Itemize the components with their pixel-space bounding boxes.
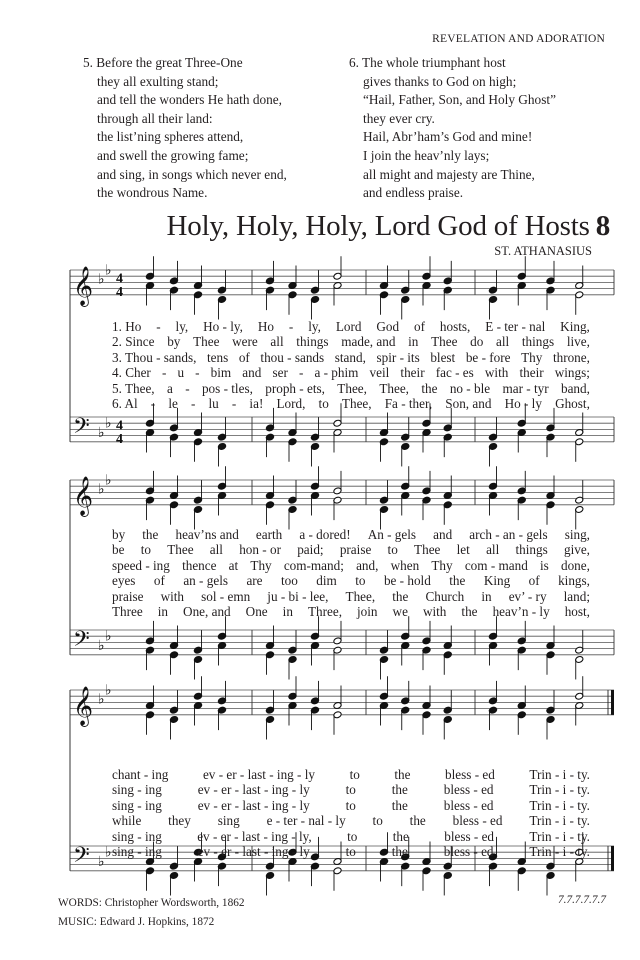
lyric-syllable: a - dored! bbox=[299, 527, 351, 542]
lyric-syllable: things bbox=[296, 334, 329, 350]
lyric-syllable: to bbox=[345, 797, 356, 813]
svg-text:♭: ♭ bbox=[98, 853, 105, 870]
lyric-syllable: - bbox=[190, 396, 196, 412]
svg-text:♭: ♭ bbox=[98, 271, 105, 288]
lyric-syllable: 4. Cher bbox=[112, 365, 151, 381]
lyric-syllable: Thee bbox=[414, 542, 441, 558]
credits bbox=[58, 894, 245, 932]
lyric-syllable: com-mand; bbox=[283, 557, 344, 573]
lyric-syllable: to bbox=[349, 767, 360, 782]
lyric-syllable: by bbox=[112, 527, 126, 542]
music-credit: MUSIC: Edward J. Hopkins, 1872 bbox=[58, 916, 215, 928]
lyric-syllable: were bbox=[232, 334, 258, 350]
lyric-syllable: - bbox=[298, 365, 304, 381]
lyric-syllable: bim bbox=[210, 365, 232, 381]
lyric-syllable: Trin - i - ty. bbox=[529, 797, 590, 813]
svg-text:𝄞: 𝄞 bbox=[73, 475, 94, 516]
lyric-syllable: the bbox=[391, 797, 408, 813]
lyric-syllable: bless - ed bbox=[452, 813, 503, 829]
stanza-line: gives thanks to God on high; bbox=[363, 73, 517, 89]
lyric-line bbox=[112, 527, 590, 542]
lyric-syllable: le bbox=[168, 396, 178, 412]
lyric-syllable: bless - ed bbox=[443, 797, 494, 813]
lyric-syllable: earth bbox=[255, 527, 283, 542]
lyric-syllable: proph - ets, bbox=[265, 380, 325, 396]
svg-text:♭: ♭ bbox=[105, 262, 112, 279]
lyric-syllable: 2. Since bbox=[112, 334, 155, 350]
lyric-line bbox=[112, 829, 590, 844]
lyric-syllable: Thee, bbox=[379, 380, 409, 396]
lyric-syllable: give, bbox=[563, 542, 590, 558]
lyric-syllable: throne, bbox=[552, 349, 590, 365]
lyric-syllable: E - ter - nal bbox=[485, 319, 546, 334]
lyric-syllable: ia! bbox=[249, 396, 264, 412]
lyric-syllable: - bbox=[185, 380, 190, 396]
lyric-line bbox=[112, 396, 590, 411]
lyric-syllable: hosts, bbox=[439, 319, 471, 334]
lyric-syllable: in bbox=[157, 604, 169, 620]
lyric-syllable: mar - tyr bbox=[502, 380, 549, 396]
lyric-syllable: and, bbox=[356, 557, 379, 573]
stanza-line: 5. Before the great Three-One bbox=[83, 55, 243, 70]
lyric-syllable: the bbox=[392, 588, 409, 604]
lyric-syllable: u bbox=[177, 365, 185, 381]
lyric-syllable: fac - es bbox=[435, 365, 474, 381]
lyric-syllable: band, bbox=[560, 380, 590, 396]
lyric-syllable: Three bbox=[112, 604, 143, 620]
stanza-line: and endless praise. bbox=[363, 185, 464, 201]
lyric-syllable: to bbox=[355, 573, 366, 589]
lyric-syllable: bless - ed bbox=[443, 844, 494, 860]
lyric-syllable: pos - tles, bbox=[201, 380, 253, 396]
svg-text:♭: ♭ bbox=[98, 637, 105, 654]
stanza-line: the list’ning spheres attend, bbox=[97, 129, 244, 145]
lyric-syllable: thence bbox=[182, 557, 217, 573]
svg-text:♭: ♭ bbox=[98, 691, 105, 708]
meter: 7.7.7.7.7.7 bbox=[557, 894, 606, 906]
lyric-syllable: is bbox=[540, 557, 549, 573]
lyric-syllable: thou - sands bbox=[260, 349, 325, 365]
lyric-syllable: wings; bbox=[554, 365, 590, 381]
lyric-syllable: - bbox=[150, 396, 156, 412]
lyric-syllable: Ghost, bbox=[555, 396, 590, 412]
lyric-line bbox=[112, 350, 590, 365]
lyric-syllable: the bbox=[392, 828, 409, 844]
lyric-syllable: bless - ed bbox=[443, 782, 494, 798]
lyric-syllable: ly, bbox=[175, 319, 189, 334]
lyric-syllable: we bbox=[392, 604, 408, 620]
lyric-syllable: of bbox=[238, 349, 250, 365]
lyric-syllable: sing, bbox=[564, 527, 590, 542]
lyric-syllable: the bbox=[409, 813, 426, 829]
svg-text:♭: ♭ bbox=[98, 424, 105, 441]
lyric-syllable: ev - er - last - ing - ly bbox=[202, 767, 316, 782]
lyric-line bbox=[112, 844, 590, 859]
lyrics-system-3 bbox=[112, 767, 590, 859]
lyric-syllable: paid; bbox=[297, 542, 324, 558]
lyric-syllable: let bbox=[456, 542, 470, 558]
lyric-syllable: Trin - i - ty. bbox=[529, 828, 590, 844]
stanza-line: through all their land: bbox=[97, 110, 213, 126]
lyric-syllable: be - hold bbox=[383, 573, 431, 589]
svg-text:♭: ♭ bbox=[98, 481, 105, 498]
lyric-line bbox=[112, 334, 590, 349]
lyric-line bbox=[112, 542, 590, 557]
stanza-line: they ever cry. bbox=[363, 110, 435, 126]
lyric-syllable: Ho - ly, bbox=[203, 319, 243, 334]
lyric-syllable: e - ter - nal - ly bbox=[266, 813, 346, 829]
lyric-syllable: sing - ing bbox=[112, 782, 162, 798]
lyric-syllable: all bbox=[270, 334, 284, 350]
lyric-syllable: things bbox=[521, 334, 555, 350]
lyric-syllable: in bbox=[408, 334, 419, 350]
lyric-syllable: join bbox=[357, 604, 378, 620]
lyric-syllable: ser bbox=[272, 365, 288, 381]
lyric-syllable: 6. Al bbox=[112, 396, 138, 412]
lyric-syllable: Son, and bbox=[445, 396, 492, 412]
lyric-syllable: sing - ing bbox=[112, 828, 162, 844]
lyric-syllable: be - fore bbox=[465, 349, 511, 365]
lyric-syllable: sing - ing bbox=[112, 844, 162, 860]
lyric-syllable: while bbox=[112, 813, 142, 829]
lyric-syllable: Thee bbox=[167, 542, 194, 558]
stanza-line: I join the heav’nly lays; bbox=[363, 147, 490, 163]
lyric-syllable: speed - ing bbox=[112, 557, 170, 573]
svg-text:𝄞: 𝄞 bbox=[73, 265, 94, 306]
lyric-syllable: bless - ed bbox=[444, 828, 495, 844]
lyric-syllable: King, bbox=[560, 319, 590, 334]
svg-text:𝄢: 𝄢 bbox=[73, 842, 90, 873]
lyric-syllable: of bbox=[528, 573, 540, 589]
hymn-title-text: Holy, Holy, Holy, Lord God of Hosts bbox=[166, 210, 590, 242]
lyric-syllable: tens bbox=[206, 349, 229, 365]
lyric-syllable: too bbox=[280, 573, 298, 589]
lyric-syllable: - bbox=[288, 319, 294, 334]
lyric-syllable: - bbox=[156, 319, 161, 334]
lyric-line bbox=[112, 589, 590, 604]
lyric-syllable: stand, bbox=[334, 349, 366, 365]
lyric-syllable: all bbox=[486, 542, 500, 558]
lyrics-system-2 bbox=[112, 527, 590, 619]
lyric-syllable: praise bbox=[112, 588, 144, 604]
lyric-syllable: ev’ - ry bbox=[508, 588, 547, 604]
lyric-syllable: live, bbox=[566, 334, 590, 350]
stanza-line: Hail, Abr’ham’s God and mine! bbox=[363, 129, 533, 145]
lyric-syllable: with bbox=[422, 604, 447, 620]
lyric-syllable: when bbox=[390, 557, 420, 573]
lyric-syllable: the bbox=[391, 782, 408, 798]
stanza-line: they all exulting stand; bbox=[97, 73, 219, 89]
svg-text:♭: ♭ bbox=[105, 472, 112, 489]
lyric-syllable: heav’ns and bbox=[175, 527, 239, 542]
lyric-syllable: One bbox=[245, 604, 268, 620]
svg-text:4: 4 bbox=[116, 284, 123, 300]
lyric-syllable: a - phim bbox=[314, 365, 359, 381]
lyric-syllable: things bbox=[515, 542, 548, 558]
lyric-syllable: Thee bbox=[431, 334, 458, 350]
lyric-line bbox=[112, 381, 590, 396]
lyric-syllable: Fa - ther, bbox=[384, 396, 433, 412]
lyric-syllable: eyes bbox=[112, 573, 136, 589]
lyric-line bbox=[112, 767, 590, 782]
lyric-syllable: made, and bbox=[341, 334, 396, 350]
lyric-syllable: heav’n - ly bbox=[492, 604, 550, 620]
lyric-syllable: Thy bbox=[521, 349, 543, 365]
lyric-syllable: ev - er - last - ing - ly, bbox=[197, 828, 312, 844]
lyric-syllable: in bbox=[282, 604, 293, 620]
svg-text:♭: ♭ bbox=[105, 415, 112, 432]
lyric-syllable: done, bbox=[560, 557, 590, 573]
lyric-syllable: to bbox=[345, 782, 356, 798]
lyric-syllable: to bbox=[387, 542, 398, 558]
lyric-syllable: veil bbox=[369, 365, 390, 381]
lyric-syllable: are bbox=[246, 573, 263, 589]
stanza-line: “Hail, Father, Son, and Holy Ghost” bbox=[363, 92, 556, 108]
stanza-line: the wondrous Name. bbox=[97, 185, 208, 201]
lyric-syllable: to bbox=[140, 542, 151, 558]
lyric-syllable: Trin - i - ty. bbox=[529, 813, 590, 829]
lyric-syllable: with bbox=[484, 365, 509, 381]
lyric-syllable: no - ble bbox=[449, 380, 491, 396]
lyric-line bbox=[112, 558, 590, 573]
lyric-syllable: Trin - i - ty. bbox=[529, 844, 590, 860]
svg-text:𝄞: 𝄞 bbox=[73, 685, 94, 726]
lyric-syllable: Three, bbox=[307, 604, 342, 620]
lyric-syllable: Thy bbox=[250, 557, 272, 573]
lyric-syllable: of bbox=[153, 573, 165, 589]
lyric-syllable: 1. Ho bbox=[112, 319, 142, 334]
svg-text:4: 4 bbox=[116, 271, 123, 287]
svg-text:𝄢: 𝄢 bbox=[73, 413, 90, 444]
lyric-syllable: the bbox=[449, 573, 466, 589]
lyric-syllable: they bbox=[168, 813, 191, 829]
lyric-line bbox=[112, 782, 590, 797]
svg-text:♭: ♭ bbox=[105, 628, 112, 645]
lyric-syllable: God bbox=[376, 319, 400, 334]
lyric-syllable: all bbox=[496, 334, 510, 350]
lyric-syllable: in bbox=[481, 588, 492, 604]
svg-text:𝄢: 𝄢 bbox=[73, 626, 90, 657]
lyrics-system-1 bbox=[112, 319, 590, 411]
lyric-syllable: hon - or bbox=[239, 542, 281, 558]
lyric-syllable: at bbox=[228, 557, 239, 573]
lyric-syllable: com - mand bbox=[464, 557, 528, 573]
lyric-syllable: ev - er - last - ing - ly bbox=[197, 797, 310, 813]
lyric-syllable: kings, bbox=[558, 573, 590, 589]
lyric-syllable: chant - ing bbox=[112, 767, 169, 782]
lyric-syllable: their bbox=[400, 365, 425, 381]
svg-text:4: 4 bbox=[116, 431, 123, 447]
lyric-syllable: Thee bbox=[193, 334, 220, 350]
lyric-line bbox=[112, 365, 590, 380]
stanza-line: 6. The whole triumphant host bbox=[349, 55, 506, 70]
lyric-syllable: to bbox=[372, 813, 383, 829]
lyric-syllable: host, bbox=[564, 604, 590, 620]
lyric-syllable: lu bbox=[208, 396, 219, 412]
hymn-number: 8 bbox=[595, 210, 610, 242]
svg-text:4: 4 bbox=[116, 418, 123, 434]
lyric-syllable: Church bbox=[425, 588, 465, 604]
lyric-syllable: by bbox=[167, 334, 181, 350]
svg-text:♭: ♭ bbox=[105, 844, 112, 861]
lyric-syllable: with bbox=[160, 588, 185, 604]
lyric-syllable: ev - er - last - ing - ly bbox=[197, 782, 310, 798]
lyric-syllable: sing bbox=[217, 813, 240, 829]
lyric-syllable: - bbox=[195, 365, 200, 381]
lyric-syllable: ly, bbox=[308, 319, 321, 334]
lyric-syllable: Lord bbox=[335, 319, 362, 334]
words-credit: WORDS: Christopher Wordsworth, 1862 bbox=[58, 897, 245, 909]
lyric-syllable: Thy bbox=[431, 557, 453, 573]
lyric-syllable: Trin - i - ty. bbox=[529, 767, 590, 782]
lyric-syllable: 5. Thee, bbox=[112, 380, 155, 396]
lyric-syllable: 3. Thou - sands, bbox=[112, 349, 197, 365]
lyric-syllable: and bbox=[242, 365, 262, 381]
lyric-line bbox=[112, 798, 590, 813]
lyric-syllable: to bbox=[318, 396, 329, 412]
lyric-syllable: Ho bbox=[257, 319, 274, 334]
stanza-line: all might and majesty are Thine, bbox=[363, 166, 535, 182]
lyric-syllable: their bbox=[519, 365, 544, 381]
lyric-syllable: land; bbox=[563, 588, 590, 604]
svg-text:♭: ♭ bbox=[105, 682, 112, 699]
lyric-syllable: blest bbox=[430, 349, 456, 365]
lyric-syllable: bless - ed bbox=[445, 767, 495, 782]
lyric-syllable: An - gels bbox=[367, 527, 417, 542]
lyric-syllable: - bbox=[231, 396, 237, 412]
lyric-syllable: praise bbox=[339, 542, 372, 558]
lyric-syllable: sol - emn bbox=[201, 588, 251, 604]
stanza-line: and tell the wonders He hath done, bbox=[97, 92, 282, 108]
lyric-syllable: spir - its bbox=[376, 349, 420, 365]
lyric-syllable: - bbox=[161, 365, 167, 381]
lyric-syllable: the bbox=[421, 380, 438, 396]
lyric-syllable: Thee, bbox=[341, 396, 372, 412]
lyric-syllable: an - gels bbox=[183, 573, 228, 589]
lyric-syllable: Thee, bbox=[345, 588, 376, 604]
lyric-syllable: be bbox=[112, 542, 125, 558]
lyric-syllable: to bbox=[347, 828, 358, 844]
lyric-syllable: all bbox=[209, 542, 223, 558]
lyric-syllable: a bbox=[166, 380, 173, 396]
lyric-syllable: to bbox=[345, 844, 356, 860]
section-header: REVELATION AND ADORATION bbox=[432, 33, 605, 45]
stanza-line: and swell the growing fame; bbox=[97, 147, 249, 163]
lyric-syllable: sing - ing bbox=[112, 797, 162, 813]
lyric-syllable: dim bbox=[316, 573, 337, 589]
lyric-syllable: arch - an - gels bbox=[469, 527, 548, 542]
lyric-syllable: Trin - i - ty. bbox=[529, 782, 590, 798]
lyric-syllable: One, and bbox=[183, 604, 231, 620]
lyric-syllable: of bbox=[413, 319, 425, 334]
lyric-syllable: Thee, bbox=[337, 380, 367, 396]
lyric-syllable: and bbox=[433, 527, 453, 542]
lyric-syllable: ev - er - last - ing - ly bbox=[197, 844, 310, 860]
lyric-line bbox=[112, 319, 590, 334]
lyric-syllable: the bbox=[461, 604, 478, 620]
lyric-line bbox=[112, 813, 590, 828]
lyric-syllable: do bbox=[470, 334, 484, 350]
lyric-syllable: the bbox=[142, 527, 159, 542]
lyric-syllable: the bbox=[391, 844, 408, 860]
tune-name: ST. ATHANASIUS bbox=[494, 244, 592, 258]
stanza-line: and sing, in songs which never end, bbox=[97, 166, 287, 182]
lyric-syllable: King bbox=[483, 573, 511, 589]
lyric-syllable: Ho - ly bbox=[504, 396, 542, 412]
lyric-syllable: the bbox=[394, 767, 411, 782]
lyric-line bbox=[112, 604, 590, 619]
lyric-syllable: Lord, bbox=[276, 396, 306, 412]
lyric-syllable: ju - bi - lee, bbox=[267, 588, 329, 604]
lyric-line bbox=[112, 573, 590, 588]
